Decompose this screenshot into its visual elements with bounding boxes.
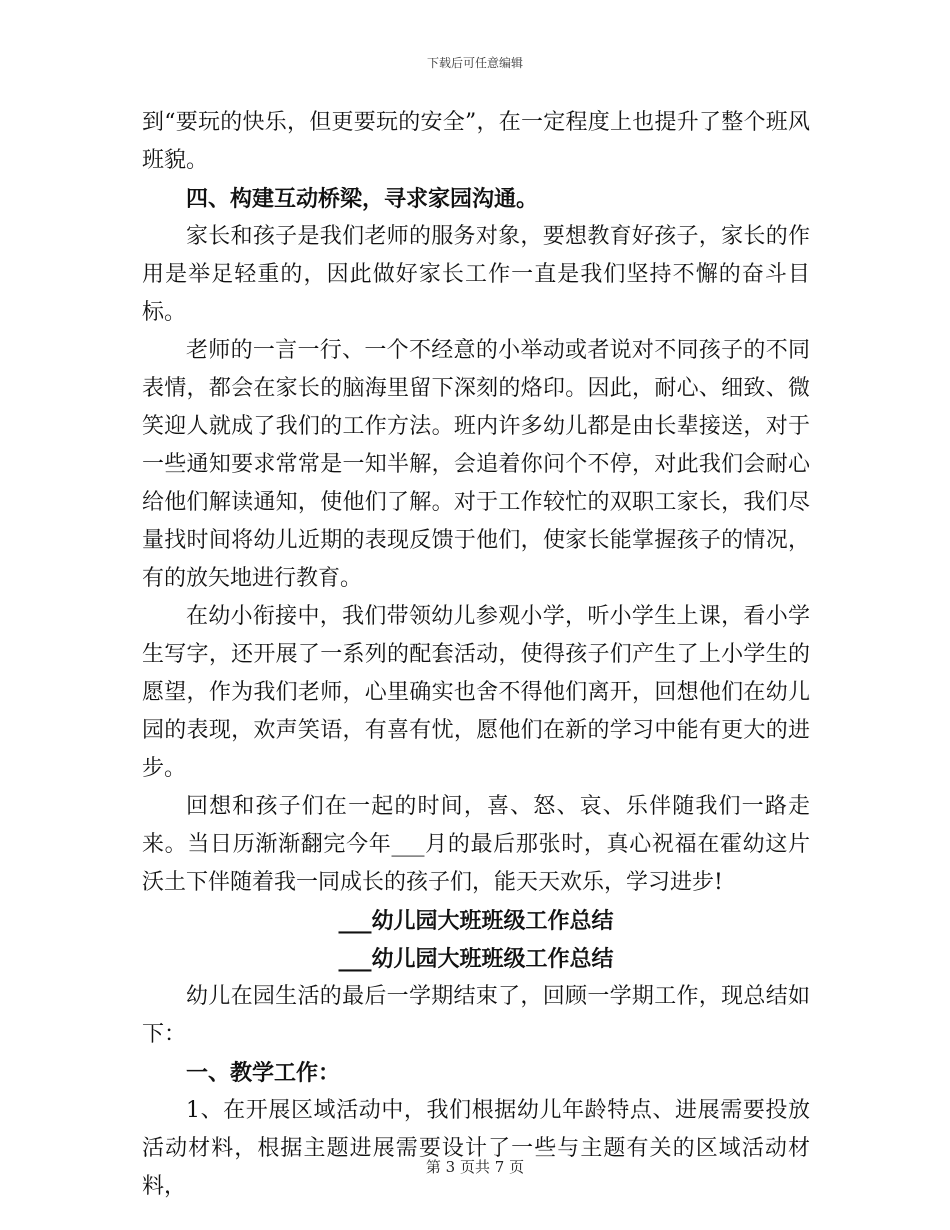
section-heading: 四、构建互动桥梁，寻求家园沟通。: [186, 186, 539, 212]
paragraph: 幼儿在园生活的最后一学期结束了，回顾一学期工作，现总结如下：: [142, 984, 810, 1047]
section-heading: 一、教学工作：: [186, 1060, 341, 1086]
paragraph: 到“要玩的快乐，但更要玩的安全”，在一定程度上也提升了整个班风班貌。: [142, 110, 810, 173]
paragraph: 1、在开展区域活动中，我们根据幼儿年龄特点、进展需要投放活动材料，根据主题进展需要设计了一些与主题有关的区域活动材料，: [142, 1098, 810, 1199]
document-title: ___幼儿园大班班级工作总结: [338, 946, 614, 972]
document-title: ___幼儿园大班班级工作总结: [338, 908, 614, 934]
paragraph: 家长和孩子是我们老师的服务对象，要想教育好孩子，家长的作用是举足轻重的，因此做好家长工作一直是我们坚持不懈的奋斗目标。: [142, 224, 810, 325]
page-header: 下载后可任意编辑: [426, 56, 523, 70]
document-body: [142, 104, 810, 1206]
paragraph: 在幼小衔接中，我们带领幼儿参观小学，听小学生上课，看小学生写字，还开展了一系列的配套活动，使得孩子们产生了上小学生的愿望，作为我们老师，心里确实也舍不得他们离开，回想他们在幼儿园的表现，欢声笑语，有喜有忧，愿他们在新的学习中能有更大的进步。: [142, 604, 810, 781]
paragraph: 老师的一言一行、一个不经意的小举动或者说对不同孩子的不同表情，都会在家长的脑海里留下深刻的烙印。因此，耐心、细致、微笑迎人就成了我们的工作方法。班内许多幼儿都是由长辈接送，对于一些通知要求常常是一知半解，会追着你问个不停，对此我们会耐心给他们解读通知，使他们了解。对于工作较忙的双职工家长，我们尽量找时间将幼儿近期的表现反馈于他们，使家长能掌握孩子的情况，有的放矢地进行教育。: [142, 338, 810, 591]
page-number: 第 3 页共 7 页: [425, 1158, 525, 1176]
paragraph: 回想和孩子们在一起的时间，喜、怒、哀、乐伴随我们一路走来。当日历渐渐翻完今年___月的最后那张时，真心祝福在霍幼这片沃土下伴随着我一同成长的孩子们，能天天欢乐，学习进步!: [142, 794, 810, 895]
